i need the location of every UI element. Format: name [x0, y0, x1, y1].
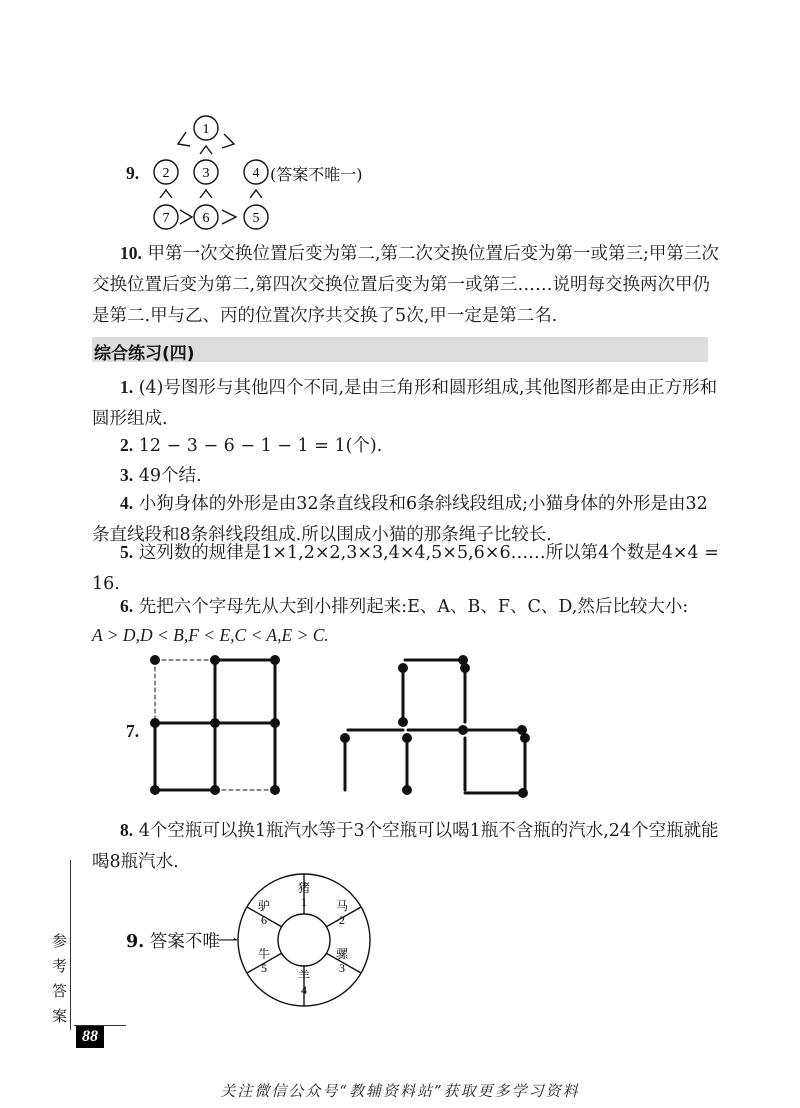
answer-text: 先把六个字母先从大到小排列起来:E、A、B、F、C、D,然后比较大小: — [138, 597, 689, 617]
sidebar-char: 参 — [52, 932, 68, 950]
question-number: 10. — [120, 243, 142, 263]
wheel-animal: 驴 — [257, 899, 271, 913]
answer-text: 答案不唯一 — [149, 932, 238, 952]
answer-text: 甲第一次交换位置后变为第二,第二次交换位置后变为第一或第三;甲第三次交换位置后变为第二,第四次交换位置后变为第一或第三……说明每交换两次甲仍是第二.甲与乙、丙的位置次序共交换了5次,甲一定是第二名. — [92, 244, 719, 326]
node-label: 7 — [162, 211, 170, 226]
question-number: 3. — [120, 465, 134, 485]
answer-note: (答案不唯一) — [270, 165, 363, 184]
wheel-animal: 马 — [335, 899, 349, 913]
sidebar-char: 考 — [52, 957, 68, 975]
wheel-number: 1 — [301, 895, 307, 909]
wheel-number: 2 — [339, 913, 345, 927]
node-label: 3 — [202, 166, 210, 181]
question-number: 1. — [120, 377, 134, 397]
question-number: 4. — [120, 493, 134, 513]
animal-wheel — [218, 870, 378, 1020]
less-than-symbol — [160, 190, 172, 198]
wheel-number: 3 — [339, 961, 345, 975]
question-number: 5. — [120, 542, 134, 562]
sidebar-char: 答 — [52, 982, 68, 1000]
question-number: 6. — [120, 596, 134, 616]
answer-text: 49个结. — [138, 466, 202, 486]
answer-paragraph — [92, 238, 720, 332]
question-number: 7. — [126, 721, 140, 741]
node-label: 6 — [202, 211, 210, 226]
answer-text: 4个空瓶可以换1瓶汽水等于3个空瓶可以喝1瓶不含瓶的汽水,24个空瓶就能喝8瓶汽水. — [92, 821, 719, 872]
sidebar-char: 案 — [52, 1007, 68, 1025]
wheel-animal: 骡 — [335, 947, 349, 961]
answer-text: 小狗身体的外形是由32条直线段和6条斜线段组成;小猫身体的外形是由32条直线段和8条斜线段组成.所以围成小猫的那条绳子比较长. — [92, 494, 708, 545]
wheel-number: 5 — [261, 961, 267, 975]
answer-paragraph — [92, 430, 720, 462]
answer-paragraph — [92, 815, 720, 878]
node-label: 2 — [162, 166, 170, 181]
less-than-symbol — [250, 190, 262, 198]
answer-text: 12 − 3 − 6 − 1 − 1 = 1(个). — [138, 436, 383, 456]
answer-paragraph — [92, 591, 720, 623]
wheel-number: 6 — [261, 913, 267, 927]
greater-than-symbol — [222, 210, 236, 224]
matchstick-figures — [145, 650, 535, 800]
node-label: 1 — [202, 122, 210, 137]
answer-text: (4)号图形与其他四个不同,是由三角形和圆形组成,其他图形都是由正方形和圆形组成. — [92, 378, 718, 429]
wheel-animal: 牛 — [257, 947, 271, 961]
node-label: 5 — [252, 211, 260, 226]
less-than-symbol — [222, 134, 234, 148]
wheel-animal: 羊 — [297, 969, 311, 983]
question-number: 8. — [120, 820, 134, 840]
less-than-symbol — [178, 132, 190, 146]
node-label: 4 — [252, 166, 260, 181]
answer-text: 这列数的规律是1×1,2×2,3×3,4×4,5×5,6×6……所以第4个数是4×4 = 16. — [92, 543, 719, 594]
page-number: 88 — [76, 1026, 104, 1048]
section-title: 综合练习(四) — [94, 344, 195, 364]
wheel-animal: 猪 — [297, 881, 311, 895]
question-number: 2. — [120, 435, 134, 455]
sidebar-rule — [70, 860, 71, 1030]
greater-than-symbol — [180, 210, 192, 224]
answer-paragraph — [92, 372, 720, 435]
wheel-number: 4 — [301, 983, 307, 997]
footer-watermark: 关注微信公众号“教辅资料站”获取更多学习资料 — [220, 1082, 580, 1100]
question-number: 9. — [126, 163, 140, 183]
less-than-symbol — [200, 146, 212, 154]
less-than-symbol — [200, 190, 212, 198]
inequality-line: A > D,D < B,F < E,C < A,E > C. — [92, 625, 329, 645]
question-number: 9. — [126, 932, 145, 952]
